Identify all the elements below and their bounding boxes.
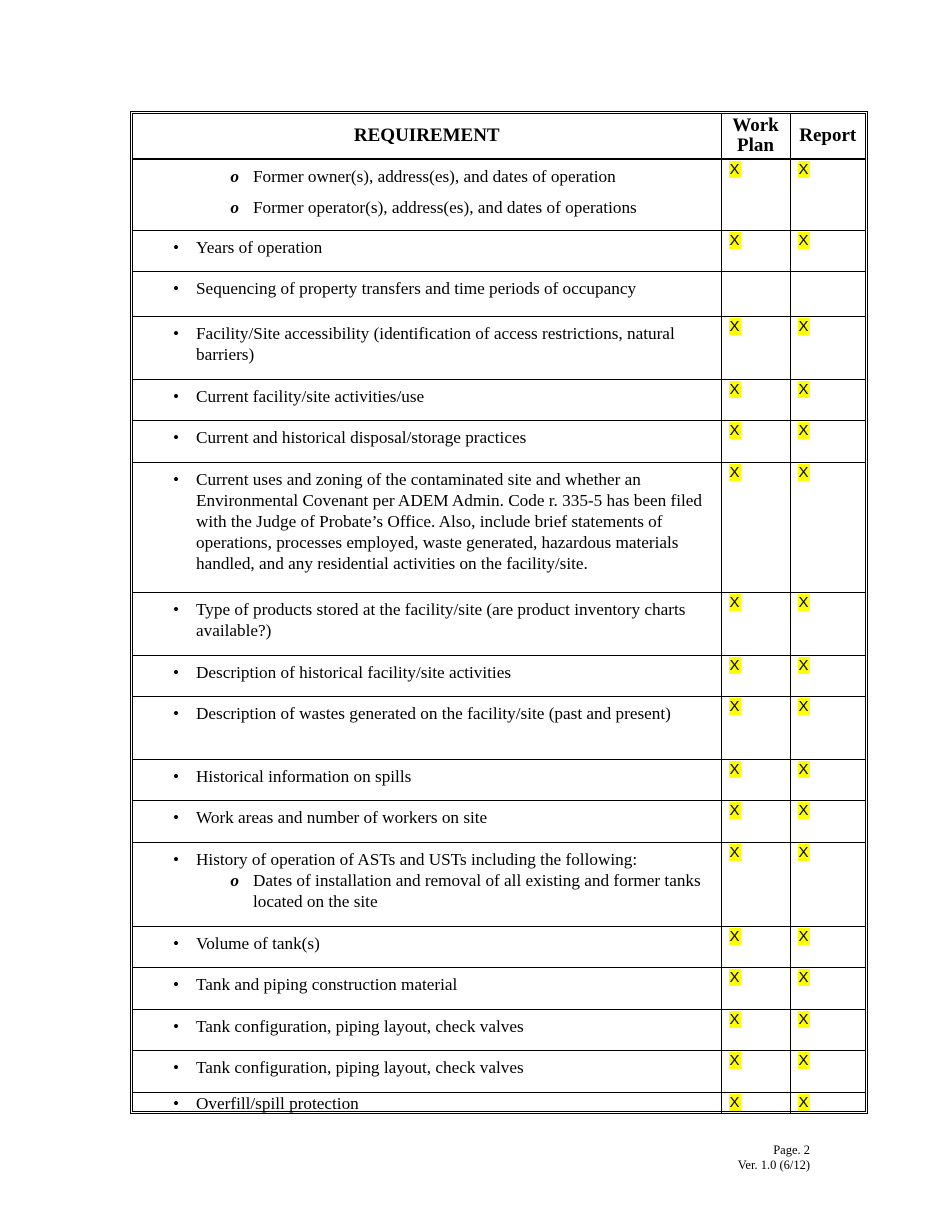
requirement-text: Description of wastes generated on the facility/site (past and present) [196, 703, 671, 723]
work-plan-cell [721, 655, 790, 696]
bullet-item [133, 278, 721, 299]
sub-bullet-icon: o [230, 870, 239, 890]
work-plan-cell [721, 592, 790, 655]
work-plan-mark: X [729, 656, 740, 674]
report-mark: X [798, 1051, 809, 1069]
bullet-icon: • [172, 766, 179, 786]
work-plan-mark: X [729, 968, 740, 986]
report-cell [790, 1092, 865, 1114]
report-mark: X [798, 593, 809, 611]
requirement-cell [133, 462, 721, 592]
bullet-icon: • [172, 933, 179, 953]
requirement-cell [133, 1009, 721, 1050]
report-mark: X [798, 656, 809, 674]
report-cell [790, 655, 865, 696]
work-plan-mark: X [729, 317, 740, 335]
work-plan-mark: X [729, 463, 740, 481]
sub-bullet-item [133, 166, 721, 187]
report-cell [790, 1009, 865, 1050]
work-plan-cell [721, 696, 790, 759]
table-row [133, 655, 865, 696]
work-plan-mark: X [729, 161, 740, 178]
report-cell [790, 842, 865, 926]
table-row [133, 230, 865, 271]
work-plan-mark: X [729, 1093, 740, 1111]
requirement-cell [133, 592, 721, 655]
page-number: Page. 2 [773, 1143, 810, 1157]
report-cell [790, 316, 865, 379]
bullet-icon: • [172, 427, 179, 447]
work-plan-cell [721, 759, 790, 800]
bullet-item [133, 974, 721, 995]
bullet-item [133, 599, 721, 641]
report-mark: X [798, 421, 809, 439]
report-cell [790, 967, 865, 1009]
work-plan-cell [721, 420, 790, 462]
requirement-cell [133, 379, 721, 420]
report-mark: X [798, 843, 809, 861]
bullet-item [133, 386, 721, 407]
report-cell [790, 926, 865, 967]
work-plan-cell [721, 800, 790, 842]
work-plan-mark: X [729, 1010, 740, 1028]
table-row [133, 379, 865, 420]
requirement-cell [133, 230, 721, 271]
requirements-table [133, 114, 865, 1114]
requirement-cell [133, 967, 721, 1009]
report-mark: X [798, 1010, 809, 1028]
requirement-cell [133, 1092, 721, 1114]
report-mark: X [798, 968, 809, 986]
work-plan-mark: X [729, 1051, 740, 1069]
requirement-cell [133, 420, 721, 462]
requirement-text: History of operation of ASTs and USTs including the following: [196, 849, 638, 869]
work-plan-mark: X [729, 760, 740, 778]
report-mark: X [798, 697, 809, 715]
requirement-cell [133, 800, 721, 842]
report-cell [790, 462, 865, 592]
table-row [133, 967, 865, 1009]
requirement-text: Tank configuration, piping layout, check valves [196, 1016, 524, 1036]
report-mark: X [798, 317, 809, 335]
report-cell [790, 159, 865, 230]
work-plan-cell [721, 271, 790, 316]
work-plan-cell [721, 1050, 790, 1092]
bullet-item [133, 933, 721, 954]
requirement-cell [133, 1050, 721, 1092]
bullet-item [133, 237, 721, 258]
report-cell [790, 379, 865, 420]
requirement-text: Current and historical disposal/storage practices [196, 427, 527, 447]
report-mark: X [798, 161, 809, 178]
table-header-row [133, 114, 865, 159]
report-cell [790, 592, 865, 655]
requirement-text: Type of products stored at the facility/site (are product inventory charts available?) [196, 599, 686, 640]
bullet-icon: • [172, 1016, 179, 1036]
table-row [133, 420, 865, 462]
bullet-item [133, 323, 721, 365]
bullet-item [133, 807, 721, 828]
report-cell [790, 271, 865, 316]
work-plan-cell [721, 1092, 790, 1114]
table-row [133, 1092, 865, 1114]
bullet-item [133, 849, 721, 870]
report-cell [790, 230, 865, 271]
work-plan-mark: X [729, 231, 740, 249]
report-mark: X [798, 760, 809, 778]
work-plan-mark: X [729, 843, 740, 861]
requirement-text: Current uses and zoning of the contaminated site and whether an Environmental Covenant per ADEM Admin. Code r. 335-5 has been filed with the Judge of Probate’s Office. Also, include brief statements of operations, processes employed, waste generated, hazardous materials handled, and any residential activities on the facility/site. [196, 469, 702, 573]
work-plan-mark: X [729, 801, 740, 819]
bullet-item [133, 1093, 721, 1114]
table-body [133, 159, 865, 1114]
sub-bullet-item [133, 197, 721, 218]
sub-requirement-text: Dates of installation and removal of all existing and former tanks located on the site [253, 870, 701, 911]
report-cell [790, 420, 865, 462]
work-plan-cell [721, 379, 790, 420]
bullet-item [133, 427, 721, 448]
report-mark: X [798, 927, 809, 945]
work-plan-mark: X [729, 697, 740, 715]
work-plan-cell [721, 462, 790, 592]
bullet-icon: • [172, 807, 179, 827]
bullet-item [133, 469, 721, 574]
header-work-plan: Work Plan [721, 114, 790, 159]
bullet-item [133, 1016, 721, 1037]
requirement-cell [133, 159, 721, 230]
table-row [133, 1050, 865, 1092]
bullet-icon: • [172, 974, 179, 994]
requirement-text: Tank and piping construction material [196, 974, 458, 994]
header-report: Report [790, 114, 865, 159]
work-plan-cell [721, 926, 790, 967]
work-plan-cell [721, 159, 790, 230]
table-row [133, 159, 865, 230]
bullet-icon: • [172, 599, 179, 619]
bullet-item [133, 766, 721, 787]
bullet-item [133, 703, 721, 724]
report-mark: X [798, 231, 809, 249]
work-plan-mark: X [729, 593, 740, 611]
bullet-item [133, 1057, 721, 1078]
report-mark: X [798, 1093, 809, 1111]
sub-requirement-text: Former owner(s), address(es), and dates of operation [253, 167, 616, 186]
bullet-icon: • [172, 703, 179, 723]
sub-bullet-item [133, 870, 721, 912]
requirement-cell [133, 316, 721, 379]
table-row [133, 1009, 865, 1050]
table-row [133, 800, 865, 842]
requirement-text: Description of historical facility/site activities [196, 662, 512, 682]
requirement-text: Sequencing of property transfers and time periods of occupancy [196, 278, 637, 298]
report-mark: X [798, 801, 809, 819]
requirement-text: Work areas and number of workers on site [196, 807, 488, 827]
work-plan-mark: X [729, 421, 740, 439]
table-row [133, 842, 865, 926]
requirement-cell [133, 842, 721, 926]
table-row [133, 592, 865, 655]
bullet-icon: • [172, 278, 179, 298]
report-mark: X [798, 380, 809, 398]
table-row [133, 316, 865, 379]
table-row [133, 696, 865, 759]
bullet-icon: • [172, 323, 179, 343]
work-plan-mark: X [729, 927, 740, 945]
header-requirement: REQUIREMENT [133, 114, 721, 159]
report-cell [790, 1050, 865, 1092]
requirement-cell [133, 926, 721, 967]
requirement-cell [133, 759, 721, 800]
requirement-cell [133, 655, 721, 696]
requirements-table-frame [130, 111, 868, 1114]
requirement-cell [133, 271, 721, 316]
version-label: Ver. 1.0 (6/12) [737, 1158, 810, 1172]
bullet-icon: • [172, 469, 179, 489]
bullet-icon: • [172, 1093, 179, 1113]
report-mark: X [798, 463, 809, 481]
work-plan-cell [721, 230, 790, 271]
bullet-icon: • [172, 386, 179, 406]
table-row [133, 759, 865, 800]
bullet-icon: • [172, 662, 179, 682]
table-row [133, 926, 865, 967]
requirement-text: Tank configuration, piping layout, check valves [196, 1057, 524, 1077]
sub-bullet-icon: o [230, 198, 239, 217]
report-cell [790, 800, 865, 842]
table-row [133, 462, 865, 592]
sub-bullet-icon: o [230, 167, 239, 186]
requirement-text: Historical information on spills [196, 766, 412, 786]
report-cell [790, 759, 865, 800]
bullet-icon: • [172, 1057, 179, 1077]
requirement-text: Facility/Site accessibility (identification of access restrictions, natural barriers) [196, 323, 675, 364]
work-plan-cell [721, 842, 790, 926]
bullet-item [133, 662, 721, 683]
work-plan-cell [721, 316, 790, 379]
work-plan-cell [721, 967, 790, 1009]
requirement-text: Years of operation [196, 237, 323, 257]
bullet-icon: • [172, 237, 179, 257]
work-plan-cell [721, 1009, 790, 1050]
work-plan-mark: X [729, 380, 740, 398]
requirement-text: Overfill/spill protection [196, 1093, 359, 1113]
bullet-icon: • [172, 849, 179, 869]
requirement-text: Volume of tank(s) [196, 933, 320, 953]
report-cell [790, 696, 865, 759]
requirement-text: Current facility/site activities/use [196, 386, 425, 406]
table-row [133, 271, 865, 316]
requirement-cell [133, 696, 721, 759]
page-footer [738, 1143, 810, 1173]
sub-requirement-text: Former operator(s), address(es), and dates of operations [253, 198, 637, 217]
